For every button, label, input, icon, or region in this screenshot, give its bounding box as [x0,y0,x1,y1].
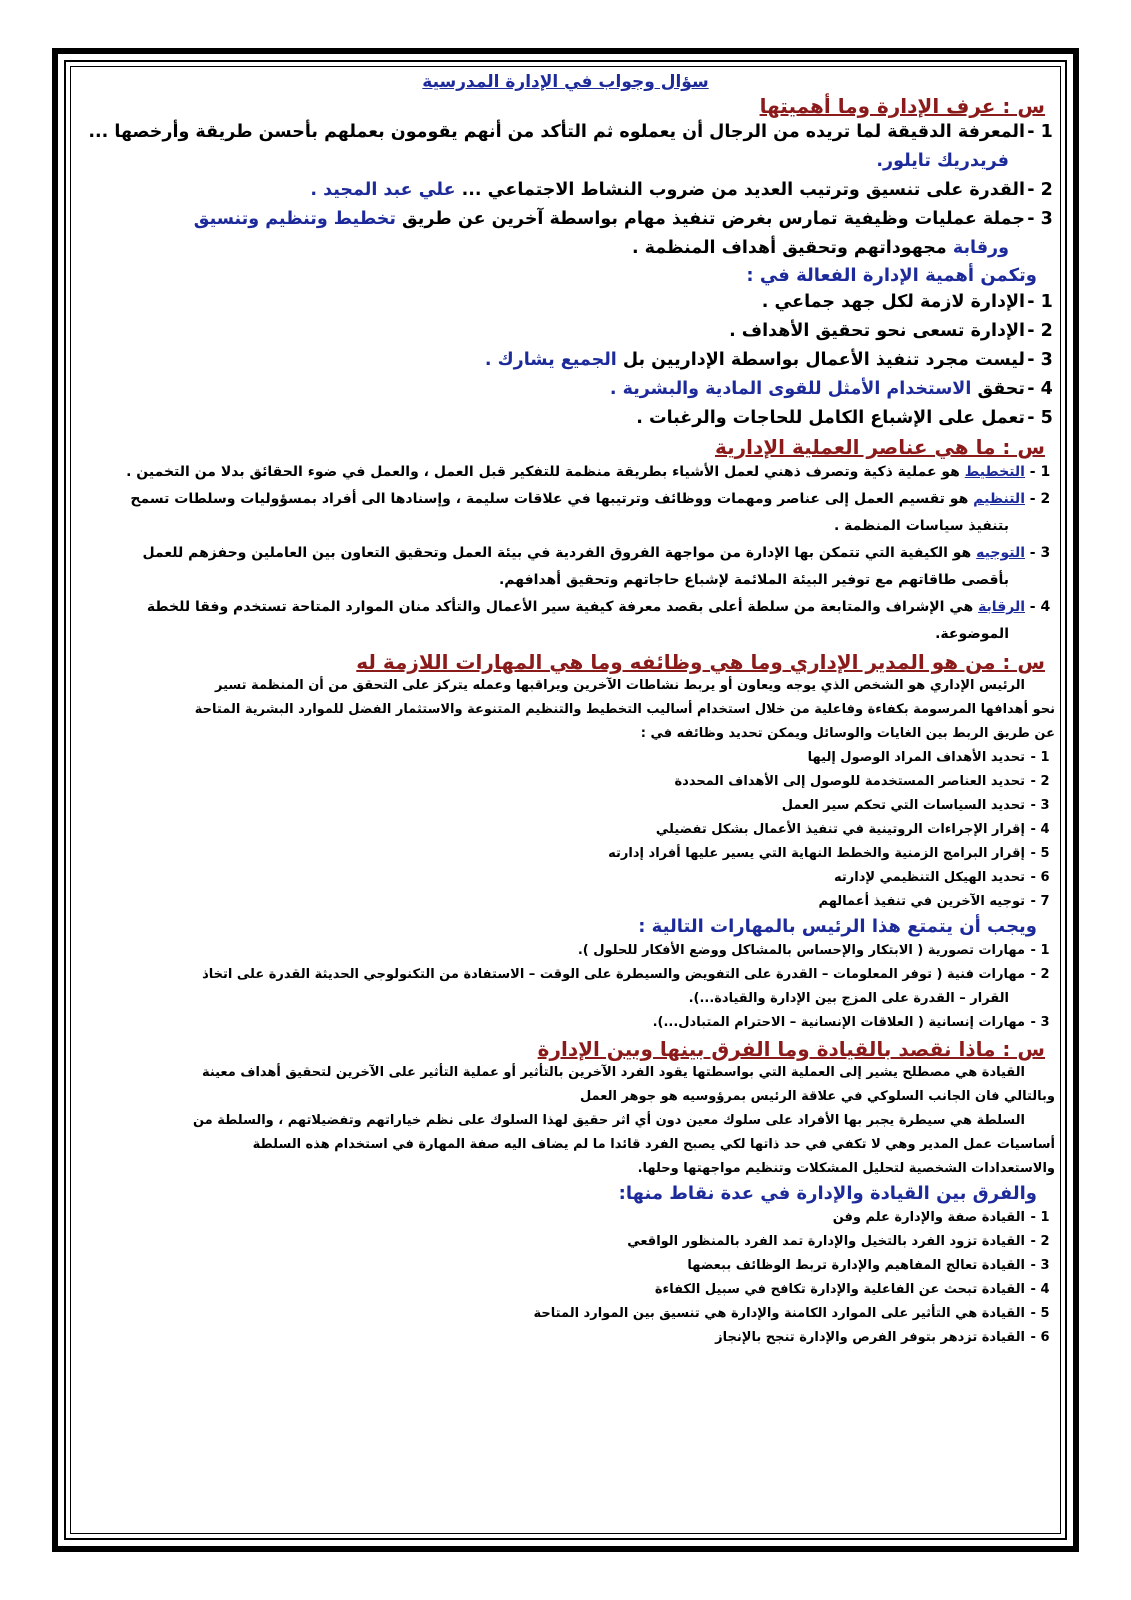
item-text: هي الإشراف والمتابعة من سلطة أعلى بقصد معرفة كيفية سير الأعمال والتأكد منان الموارد المتاحة تستخدم وفقا للخطة [146,599,974,615]
item-text: مجهوداتهم وتحقيق أهداف المنظمة . [631,238,947,258]
item-highlight: الاستخدام الأمثل للقوى المادية والبشرية . [609,379,972,399]
question-4-heading: س : ماذا نقصد بالقيادة وما الفرق بينها وبين الإدارة [537,1037,1045,1061]
item-highlight: ورقابة [952,238,1009,258]
list-item [76,118,1055,147]
item-text: تحديد السياسات التي تحكم سير العمل [781,798,1025,813]
list-item [76,594,1055,621]
item-number: 4 - [1030,822,1050,837]
importance-list [76,288,1055,433]
list-item [76,770,1055,794]
list-item [76,375,1055,404]
item-number: 2 - [1029,491,1051,507]
list-item [76,404,1055,433]
item-text: القدرة على تنسيق وترتيب العديد من ضروب النشاط الاجتماعي ... [461,180,1025,200]
skills-list [76,939,1055,1035]
item-number: 5 - [1030,1306,1050,1321]
list-item [76,288,1055,317]
question-1-heading: س : عرف الإدارة وما أهميتها [759,94,1045,118]
question-3-heading: س : من هو المدير الإداري وما هي وظائفه وما هي المهارات اللازمة له [356,650,1045,674]
item-text-cont: بأقصى طاقاتهم مع توفير البيئة الملائمة لإشباع حاجاتهم وتحقيق أهدافهم. [498,572,1009,588]
item-number: 1 - [1027,292,1053,312]
list-item [76,317,1055,346]
paragraph-line: السلطة هي سيطرة يجبر بها الأفراد على سلوك معين دون أي اثر حقيق لهذا السلوك على نظم خياراتهم وتفضيلاتهم ، والسلطة من [192,1113,1025,1128]
list-item [76,1278,1055,1302]
item-number: 2 - [1027,321,1053,341]
item-text: إقرار البرامج الزمنية والخطط النهاية التي يسير عليها أفراد إدارته [608,846,1025,861]
item-text: هو عملية ذكية وتصرف ذهني لعمل الأشياء بطريقة منظمة للتفكير قبل العمل ، والعمل في ضوء الحقائق بدلا من التخمين . [126,464,960,480]
list-item [76,866,1055,890]
item-number: 1 - [1030,750,1050,765]
document-page [76,68,1055,1528]
item-text: جملة عمليات وظيفية تمارس بغرض تنفيذ مهام بواسطة آخرين عن طريق [402,209,1025,229]
term-directing: التوجيه [976,545,1025,561]
item-text: القيادة تعالج المفاهيم والإدارة تربط الوظائف ببعضها [687,1258,1025,1273]
item-text: مهارات فنية ( توفر المعلومات – القدرة على التفويض والسيطرة على الوقت – الاستفادة من التكنولوجي الحديثة القدرة على اتخاذ [202,967,1025,982]
q3-intro [76,674,1055,746]
item-number: 1 - [1029,464,1051,480]
item-number: 2 - [1030,967,1050,982]
item-text: ليست مجرد تنفيذ الأعمال بواسطة الإداريين بل [622,350,1025,370]
item-number: 6 - [1030,870,1050,885]
list-item [76,1326,1055,1350]
item-text: الإدارة لازمة لكل جهد جماعي . [761,292,1025,312]
paragraph-line: والاستعدادات الشخصية لتحليل المشكلات وتنظيم مواجهتها وحلها. [637,1161,1055,1176]
item-number: 3 - [1030,798,1050,813]
item-text: مهارات إنسانية ( العلاقات الإنسانية – الاحترام المتبادل...). [652,1015,1025,1030]
item-text: القيادة هي التأثير على الموارد الكامنة والإدارة هي تنسيق بين الموارد المتاحة [533,1306,1025,1321]
paragraph-line: وبالتالي فان الجانب السلوكي في علاقة الرئيس بمرؤوسيه هو جوهر العمل [579,1089,1055,1104]
list-item [76,176,1055,205]
item-highlight: الجميع يشارك . [484,350,617,370]
list-item [76,890,1055,914]
item-number: 3 - [1029,545,1051,561]
item-number: 3 - [1030,1258,1050,1273]
item-text: توجيه الآخرين في تنفيذ أعمالهم [818,894,1025,909]
list-item [76,205,1055,234]
item-text-cont: القرار – القدرة على المزج بين الإدارة والقيادة...). [688,991,1009,1006]
item-text: تعمل على الإشباع الكامل للحاجات والرغبات . [636,408,1025,428]
item-text: تحديد الأهداف المراد الوصول إليها [807,750,1025,765]
item-number: 3 - [1027,350,1053,370]
list-item [76,963,1055,987]
differences-list [76,1206,1055,1350]
list-item [76,939,1055,963]
item-text: القيادة تزود الفرد بالتخيل والإدارة تمد الفرد بالمنظور الواقعي [627,1234,1025,1249]
page-title: سؤال وجواب في الإدارة المدرسية [422,72,709,92]
q2-elements-list [76,459,1055,648]
functions-list [76,746,1055,914]
item-number: 1 - [1030,943,1050,958]
item-author: علي عبد المجيد . [310,180,456,200]
item-number: 7 - [1030,894,1050,909]
item-number: 6 - [1030,1330,1050,1345]
item-number: 1 - [1027,122,1053,142]
item-number: 5 - [1030,846,1050,861]
paragraph-line: أساسيات عمل المدير وهي لا تكفي في حد ذاتها لكي يصبح الفرد قائدا ما لم يضاف اليه صفة المهارة في استخدام هذه السلطة [252,1137,1055,1152]
item-text: الإدارة تسعى نحو تحقيق الأهداف . [729,321,1025,341]
item-number: 4 - [1030,1282,1050,1297]
item-number: 3 - [1030,1015,1050,1030]
item-author: فريدريك تايلور. [876,151,1009,171]
item-text: تحديد الهيكل التنظيمي لإدارته [834,870,1025,885]
item-text: تحديد العناصر المستخدمة للوصول إلى الأهداف المحددة [674,774,1025,789]
item-number: 2 - [1030,1234,1050,1249]
list-item [76,1230,1055,1254]
list-item [76,1011,1055,1035]
skills-heading: ويجب أن يتمتع هذا الرئيس بالمهارات التالية : [638,916,1037,937]
item-number: 1 - [1030,1210,1050,1225]
term-control: الرقابة [978,599,1025,615]
item-text: إقرار الإجراءات الروتينية في تنفيذ الأعمال بشكل تفضيلي [655,822,1025,837]
differences-heading: والفرق بين القيادة والإدارة في عدة نقاط منها: [618,1183,1037,1204]
list-item [76,818,1055,842]
item-number: 2 - [1030,774,1050,789]
item-text: هو تقسيم العمل إلى عناصر ومهمات ووظائف وترتيبها في علاقات سليمة ، وإسنادها الى أفراد بمسؤوليات وسلطات تسمح [130,491,969,507]
importance-heading: وتكمن أهمية الإدارة الفعالة في : [746,265,1037,286]
paragraph-line: الرئيس الإداري هو الشخص الذي يوجه ويعاون أو يربط نشاطات الآخرين ويراقبها وعمله يتركز على التحقق من أن المنظمة تسير [215,678,1025,693]
list-item [76,486,1055,513]
paragraph-line: القيادة هي مصطلح يشير إلى العملية التي بواسطتها يقود الفرد الآخرين بالتأثير أو عملية التأثير على الآخرين لتحقيق أهداف معينة [201,1065,1025,1080]
item-text: تحقق [977,379,1025,399]
item-number: 2 - [1027,180,1053,200]
term-organizing: التنظيم [973,491,1025,507]
list-item [76,794,1055,818]
q1-definitions [76,118,1055,263]
item-number: 4 - [1029,599,1051,615]
list-item [76,842,1055,866]
list-item [76,1302,1055,1326]
list-item [76,1206,1055,1230]
item-number: 3 - [1027,209,1053,229]
paragraph-line: نحو أهدافها المرسومة بكفاءة وفاعلية من خلال استخدام أساليب التخطيط والتنظيم المتنوعة والاستثمار الفضل للموارد البشرية المتاحة [194,702,1055,717]
list-item [76,1254,1055,1278]
item-text: هو الكيفية التي تتمكن بها الإدارة من مواجهة الفروق الفردية في بيئة العمل وتحقيق التعاون بين العاملين وحفزهم للعمل [142,545,972,561]
item-text: القيادة تبحث عن الفاعلية والإدارة تكافح في سبيل الكفاءة [654,1282,1025,1297]
item-text-cont: الموضوعة. [935,626,1009,642]
term-planning: التخطيط [964,464,1025,480]
list-item [76,459,1055,486]
list-item [76,746,1055,770]
item-text-cont: بتنفيذ سياسات المنظمة . [833,518,1009,534]
item-text: القيادة تزدهر بتوفر الفرص والإدارة تنجح بالإنجاز [715,1330,1025,1345]
item-number: 5 - [1027,408,1053,428]
item-text: القيادة صفة والإدارة علم وفن [832,1210,1025,1225]
list-item [76,540,1055,567]
item-text: مهارات تصورية ( الابتكار والإحساس بالمشاكل ووضع الأفكار للحلول ). [577,943,1025,958]
item-text: المعرفة الدقيقة لما تريده من الرجال أن يعملوه ثم التأكد من أنهم يقومون بعملهم بأحسن طريقة وأرخصها ... [88,122,1025,142]
item-number: 4 - [1027,379,1053,399]
leadership-definition [76,1061,1055,1181]
item-highlight: تخطيط وتنظيم وتنسيق [193,209,396,229]
paragraph-line: عن طريق الربط بين الغايات والوسائل ويمكن تحديد وظائفه في : [640,726,1055,741]
question-2-heading: س : ما هي عناصر العملية الإدارية [714,435,1045,459]
list-item [76,346,1055,375]
